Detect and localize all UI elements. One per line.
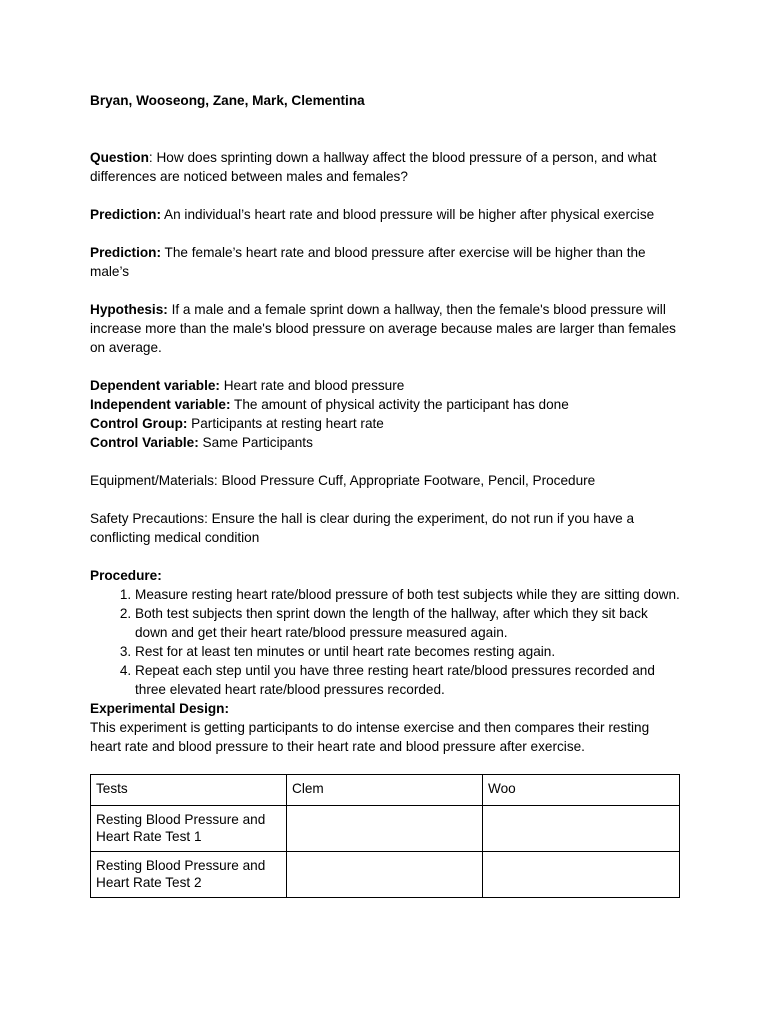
table-header-cell: Clem <box>287 775 483 806</box>
table-cell: Resting Blood Pressure and Heart Rate Test 2 <box>91 852 287 898</box>
table-row <box>91 806 680 852</box>
authors-line: Bryan, Wooseong, Zane, Mark, Clementina <box>90 93 365 108</box>
experimental-design-text: This experiment is getting participants to do intense exercise and then compares their resting heart rate and blood pressure to their heart rate and blood pressure after exercise. <box>90 720 650 754</box>
table-cell <box>287 852 483 898</box>
prediction-2-label: Prediction: <box>90 245 161 260</box>
hypothesis-paragraph <box>90 300 680 357</box>
prediction-1-paragraph <box>90 205 680 224</box>
table-cell <box>483 852 680 898</box>
safety-paragraph: Safety Precautions: Ensure the hall is clear during the experiment, do not run if you have a conflicting medical condition <box>90 511 635 545</box>
question-label: Question <box>90 150 149 165</box>
table-cell <box>287 806 483 852</box>
procedure-step: 2. Both test subjects then sprint down the length of the hallway, after which they sit back down and get their heart rate/blood pressure measured again. <box>135 604 680 642</box>
procedure-step: 3. Rest for at least ten minutes or until heart rate becomes resting again. <box>135 642 680 661</box>
control-variable-line: Control Variable: Same Participants <box>90 435 313 450</box>
hypothesis-text: If a male and a female sprint down a hallway, then the female's blood pressure will increase more than the male's blood pressure on average because males are larger than females on average. <box>90 302 676 355</box>
prediction-1-label: Prediction: <box>90 207 161 222</box>
prediction-2-paragraph <box>90 243 680 281</box>
procedure-section <box>90 566 680 699</box>
procedure-step: 4. Repeat each step until you have three resting heart rate/blood pressures recorded and three elevated heart rate/blood pressures recorded. <box>135 661 680 699</box>
dependent-variable-line: Dependent variable: Heart rate and blood pressure <box>90 378 405 393</box>
procedure-list <box>90 585 680 699</box>
prediction-1-text: An individual’s heart rate and blood pressure will be higher after physical exercise <box>161 207 655 222</box>
results-table <box>90 774 680 898</box>
table-header-cell: Tests <box>91 775 287 806</box>
experimental-design-section <box>90 699 680 756</box>
hypothesis-label: Hypothesis: <box>90 302 168 317</box>
experimental-design-label: Experimental Design: <box>90 701 229 716</box>
equipment-paragraph: Equipment/Materials: Blood Pressure Cuff, Appropriate Footware, Pencil, Procedure <box>90 473 596 488</box>
table-row <box>91 852 680 898</box>
table-cell: Resting Blood Pressure and Heart Rate Test 1 <box>91 806 287 852</box>
table-cell <box>483 806 680 852</box>
table-header-cell: Woo <box>483 775 680 806</box>
question-paragraph <box>90 148 680 186</box>
question-text: : How does sprinting down a hallway affect the blood pressure of a person, and what differences are noticed between males and females? <box>90 150 657 184</box>
prediction-2-text: The female’s heart rate and blood pressure after exercise will be higher than the male’s <box>90 245 646 279</box>
table-header-row <box>91 775 680 806</box>
variables-section <box>90 376 680 452</box>
control-group-line: Control Group: Participants at resting heart rate <box>90 416 384 431</box>
procedure-label: Procedure: <box>90 568 162 583</box>
independent-variable-line: Independent variable: The amount of physical activity the participant has done <box>90 397 569 412</box>
document-page <box>90 91 680 898</box>
procedure-step: 1. Measure resting heart rate/blood pressure of both test subjects while they are sitting down. <box>135 585 680 604</box>
